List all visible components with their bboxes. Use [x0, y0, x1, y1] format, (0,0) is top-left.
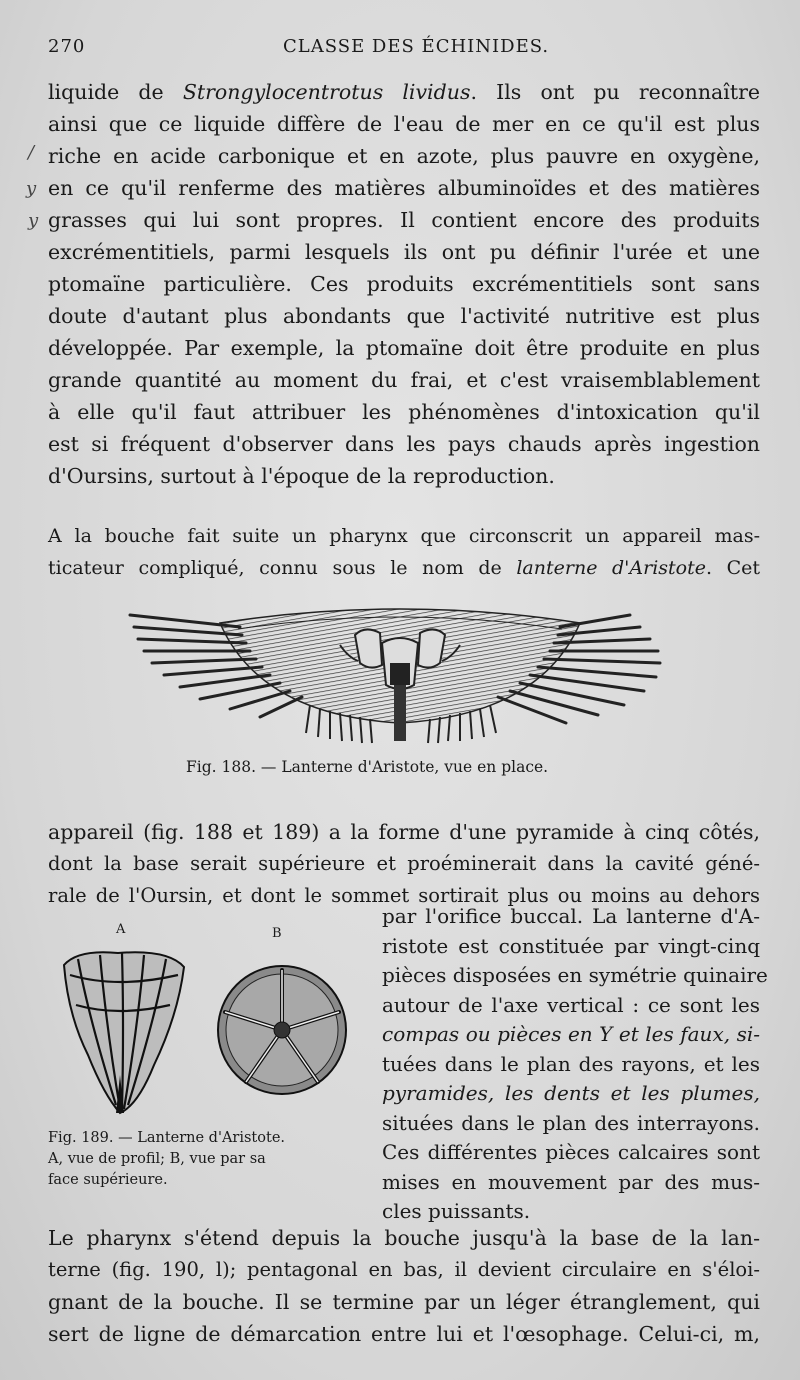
- paragraph-4: [48, 1222, 760, 1350]
- text-line: doute d'autant plus abondants que l'activité nutritive est plus: [48, 304, 760, 328]
- page-number: 270: [48, 36, 86, 57]
- figure-188-illustration: [120, 605, 680, 750]
- text-line: grande quantité au moment du frai, et c'est vraisemblablement: [48, 368, 760, 392]
- figure-189a-lantern-profile: [58, 945, 188, 1117]
- text-line: en ce qu'il renferme des matières albuminoïdes et des matières: [48, 176, 760, 200]
- paragraph-3: [48, 816, 760, 912]
- text-line: ainsi que ce liquide diffère de l'eau de mer en ce qu'il est plus: [48, 112, 760, 136]
- text-line: liquide de Strongylocentrotus lividus. Ils ont pu reconnaître: [48, 80, 760, 104]
- text-line: compas ou pièces en Y et les faux, si-: [382, 1022, 760, 1046]
- figure-189-label-a: A: [116, 922, 126, 937]
- caption-line: Fig. 189. — Lanterne d'Aristote.: [48, 1130, 286, 1146]
- handwritten-margin-mark: y: [28, 210, 39, 231]
- running-title: CLASSE DES ÉCHINIDES.: [283, 36, 550, 57]
- figure-188-caption: Fig. 188. — Lanterne d'Aristote, vue en place.: [186, 758, 549, 776]
- text-line: rale de l'Oursin, et dont le sommet sortirait plus ou moins au dehors: [48, 884, 760, 907]
- text-line: appareil (fig. 188 et 189) a la forme d'une pyramide à cinq côtés,: [48, 820, 760, 844]
- text-line: gnant de la bouche. Il se termine par un léger étranglement, qui: [48, 1290, 760, 1314]
- text-line: ticateur compliqué, connu sous le nom de lanterne d'Aristote. Cet: [48, 557, 761, 579]
- handwritten-margin-mark: y: [26, 178, 37, 199]
- figure-189-caption: [48, 1128, 368, 1191]
- text-line: d'Oursins, surtout à l'époque de la reproduction.: [48, 464, 555, 488]
- paragraph-1: [48, 76, 760, 492]
- species-name: Strongylocentrotus lividus: [182, 80, 471, 104]
- text-line: ristote est constituée par vingt-cinq: [382, 933, 760, 958]
- text-line: situées dans le plan des interrayons.: [382, 1110, 760, 1135]
- text-line: terne (fig. 190, l); pentagonal en bas, il devient circulaire en s'éloi-: [48, 1258, 760, 1281]
- figure-189-label-b: B: [272, 926, 282, 941]
- page-header: [48, 36, 758, 64]
- text-line: riche en acide carbonique et en azote, plus pauvre en oxygène,: [48, 144, 760, 168]
- text-line: A la bouche fait suite un pharynx que circonscrit un appareil mas-: [48, 525, 760, 547]
- text-line: à elle qu'il faut attribuer les phénomènes d'intoxication qu'il: [48, 400, 760, 424]
- text-line: par l'orifice buccal. La lanterne d'A-: [382, 904, 760, 928]
- term-lanterne: lanterne d'Aristote: [516, 557, 706, 579]
- text-line: est si fréquent d'observer dans les pays chauds après ingestion: [48, 432, 760, 456]
- text-line: mises en mouvement par des mus-: [382, 1169, 760, 1194]
- text-line: pièces disposées en symétrie quinaire: [382, 963, 768, 987]
- caption-line: face supérieure.: [48, 1172, 168, 1188]
- text-line: Ces différentes pièces calcaires sont: [382, 1140, 760, 1164]
- text-line: autour de l'axe vertical : ce sont les: [382, 992, 760, 1017]
- text-line: excrémentitiels, parmi lesquels ils ont pu définir l'urée et une: [48, 240, 760, 264]
- caption-line: A, vue de profil; B, vue par sa: [48, 1151, 266, 1167]
- text-line: grasses qui lui sont propres. Il contient encore des produits: [48, 208, 760, 232]
- text-line: développée. Par exemple, la ptomaïne doit être produite en plus: [48, 336, 760, 360]
- text-line: sert de ligne de démarcation entre lui et l'œsophage. Celui-ci, m,: [48, 1322, 760, 1346]
- text-line: Le pharynx s'étend depuis la bouche jusqu'à la base de la lan-: [48, 1226, 760, 1250]
- text-line: pyramides, les dents et les plumes,: [382, 1081, 760, 1105]
- paragraph-2: [48, 520, 760, 584]
- right-column-text: [382, 902, 768, 1227]
- text-line: tuées dans le plan des rayons, et les: [382, 1051, 760, 1076]
- text-line: cles puissants.: [382, 1199, 531, 1223]
- figure-189b-lantern-top: [214, 962, 350, 1098]
- text-line: ptomaïne particulière. Ces produits excrémentitiels sont sans: [48, 272, 760, 296]
- handwritten-margin-mark: /: [28, 142, 35, 163]
- text-line: dont la base serait supérieure et proéminerait dans la cavité géné-: [48, 852, 760, 875]
